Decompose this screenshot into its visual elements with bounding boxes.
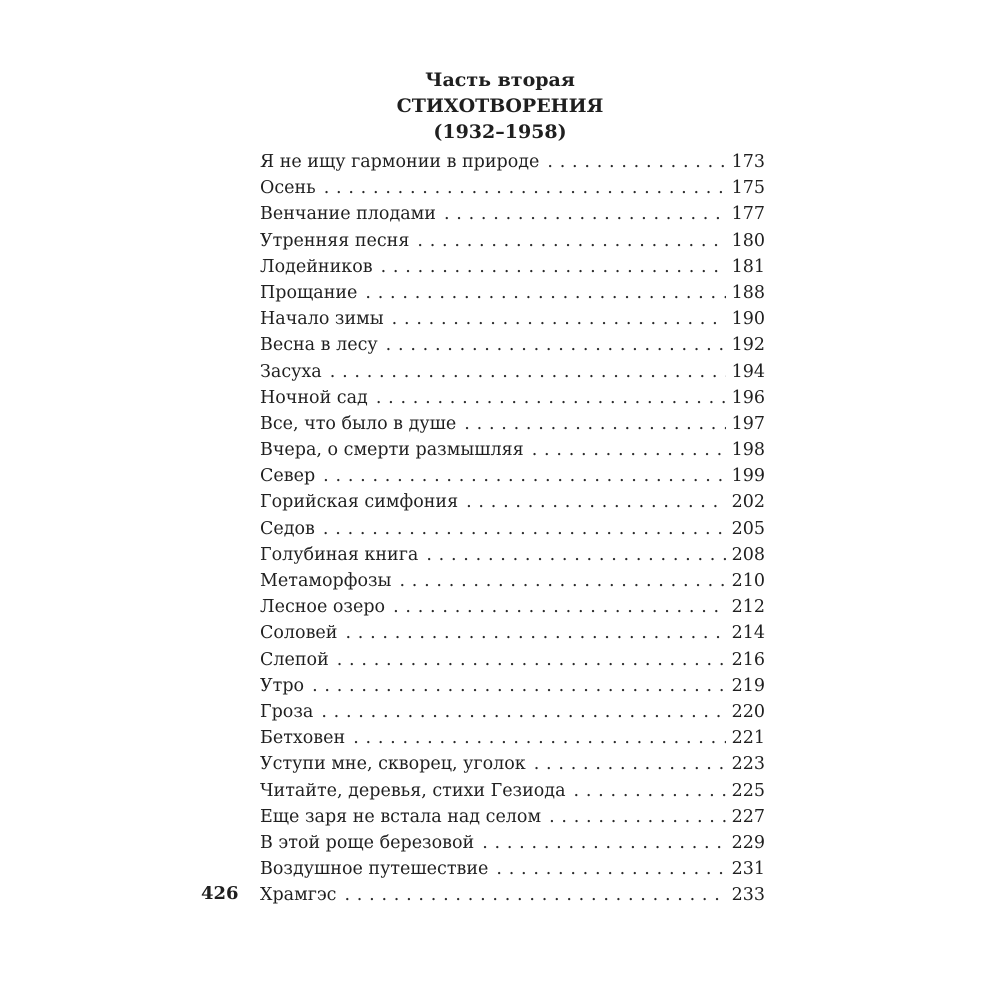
toc-entry <box>260 411 765 437</box>
toc-entry <box>260 542 765 568</box>
toc-entry-page: 175 <box>731 178 765 199</box>
toc-entry <box>260 437 765 463</box>
toc-entry <box>260 463 765 489</box>
toc-entry-title: Ночной сад <box>260 387 368 408</box>
toc-entry-page: 225 <box>731 780 765 801</box>
dot-leader <box>321 699 725 725</box>
dot-leader <box>393 594 726 620</box>
toc-entry-page: 220 <box>731 701 765 722</box>
toc-entry-title: Осень <box>260 178 316 199</box>
toc-entry-title: Начало зимы <box>260 309 384 330</box>
toc-entry-title: Гроза <box>260 701 314 722</box>
toc-entry-page: 188 <box>731 282 765 303</box>
toc-entry-title: Север <box>260 466 316 487</box>
toc-entry-page: 219 <box>731 675 765 696</box>
toc-entry <box>260 149 765 175</box>
toc-entry <box>260 280 765 306</box>
dot-leader <box>466 489 725 515</box>
toc-entry-page: 202 <box>731 492 765 513</box>
toc-entry-page: 197 <box>731 413 765 434</box>
toc-entry-title: Я не ищу гармонии в природе <box>260 152 540 172</box>
toc-entry <box>260 620 765 646</box>
dot-leader <box>381 254 726 280</box>
dot-leader <box>337 647 726 673</box>
dot-leader <box>444 201 726 227</box>
toc-entry-page: 190 <box>731 309 765 330</box>
toc-entry <box>260 359 765 385</box>
toc-entry-title: Голубиная книга <box>260 544 419 565</box>
toc-entry <box>260 647 765 673</box>
toc-entry <box>260 228 765 254</box>
dot-leader <box>376 385 726 411</box>
toc-entry <box>260 778 765 804</box>
toc-entry-title: Соловей <box>260 623 338 644</box>
toc-entry <box>260 201 765 227</box>
dot-leader <box>344 882 725 908</box>
toc-entry <box>260 175 765 201</box>
toc-entry-page: 210 <box>731 571 765 591</box>
toc-entry-title: Лодейников <box>260 256 373 277</box>
table-of-contents <box>260 149 765 908</box>
toc-entry <box>260 254 765 280</box>
dot-leader <box>532 437 726 463</box>
dot-leader <box>482 830 725 856</box>
toc-entry-title: Храмгэс <box>260 885 337 906</box>
dot-leader <box>353 725 725 751</box>
toc-entry-page: 208 <box>731 544 765 565</box>
toc-entry-title: Читайте, деревья, стихи Гезиода <box>260 780 566 801</box>
toc-entry-page: 233 <box>731 885 765 906</box>
dot-leader <box>534 751 726 777</box>
toc-entry-title: Весна в лесу <box>260 335 378 356</box>
dot-leader <box>574 778 726 804</box>
dot-leader <box>547 149 725 175</box>
toc-entry <box>260 306 765 332</box>
toc-entry-title: Прощание <box>260 282 358 303</box>
toc-entry <box>260 804 765 830</box>
toc-entry-title: Горийская симфония <box>260 492 459 513</box>
toc-entry-page: 205 <box>731 518 765 539</box>
toc-entry <box>260 332 765 358</box>
toc-entry-page: 192 <box>731 335 765 356</box>
dot-leader <box>365 280 725 306</box>
dot-leader <box>386 332 726 358</box>
toc-entry-title: Бетховен <box>260 728 346 749</box>
toc-entry-page: 231 <box>731 859 765 880</box>
dot-leader <box>392 306 726 332</box>
toc-entry <box>260 568 765 594</box>
dot-leader <box>312 673 726 699</box>
toc-entry <box>260 751 765 777</box>
dot-leader <box>323 463 725 489</box>
toc-entry-page: 198 <box>731 440 765 461</box>
toc-entry-title: Все, что было в душе <box>260 413 457 434</box>
toc-entry-page: 181 <box>731 256 765 277</box>
toc-entry-title: Венчание плодами <box>260 204 436 225</box>
section-title: СТИХОТВОРЕНИЯ <box>396 95 604 117</box>
dot-leader <box>324 175 726 201</box>
dot-leader <box>464 411 725 437</box>
page-number: 426 <box>201 883 239 904</box>
dot-leader <box>426 542 725 568</box>
dot-leader <box>417 228 725 254</box>
dot-leader <box>549 804 726 830</box>
dot-leader <box>496 856 725 882</box>
toc-entry <box>260 516 765 542</box>
dot-leader <box>399 568 725 594</box>
toc-entry-title: Уступи мне, скворец, уголок <box>260 754 526 775</box>
toc-entry <box>260 725 765 751</box>
toc-entry <box>260 882 765 908</box>
section-years: (1932–1958) <box>433 121 567 143</box>
toc-entry-title: Метаморфозы <box>260 571 392 591</box>
toc-entry-title: Засуха <box>260 361 322 382</box>
toc-entry-page: 212 <box>731 597 765 618</box>
toc-entry-page: 216 <box>731 649 765 670</box>
dot-leader <box>323 516 726 542</box>
toc-entry-title: Слепой <box>260 649 329 670</box>
toc-entry <box>260 830 765 856</box>
toc-entry-page: 223 <box>731 754 765 775</box>
toc-entry-title: Седов <box>260 518 315 539</box>
toc-entry-title: В этой роще березовой <box>260 832 475 853</box>
toc-entry <box>260 856 765 882</box>
toc-entry-title: Утро <box>260 675 305 696</box>
dot-leader <box>330 359 726 385</box>
toc-entry-page: 173 <box>731 152 765 172</box>
toc-entry-page: 196 <box>731 387 765 408</box>
toc-entry-page: 214 <box>731 623 765 644</box>
toc-entry <box>260 489 765 515</box>
toc-entry-page: 199 <box>731 466 765 487</box>
toc-entry <box>260 699 765 725</box>
toc-entry-title: Лесное озеро <box>260 597 386 618</box>
toc-entry <box>260 673 765 699</box>
part-heading: Часть вторая <box>425 69 575 91</box>
toc-entry <box>260 385 765 411</box>
toc-entry-title: Утренняя песня <box>260 230 410 251</box>
toc-entry-page: 194 <box>731 361 765 382</box>
toc-entry-page: 177 <box>731 204 765 225</box>
toc-entry-title: Воздушное путешествие <box>260 859 489 880</box>
toc-entry-title: Вчера, о смерти размышляя <box>260 440 524 461</box>
toc-entry-page: 180 <box>731 230 765 251</box>
toc-entry-page: 227 <box>731 806 765 827</box>
toc-entry-page: 221 <box>731 728 765 749</box>
toc-entry <box>260 594 765 620</box>
toc-entry-page: 229 <box>731 832 765 853</box>
toc-entry-title: Еще заря не встала над селом <box>260 806 542 827</box>
dot-leader <box>345 620 725 646</box>
